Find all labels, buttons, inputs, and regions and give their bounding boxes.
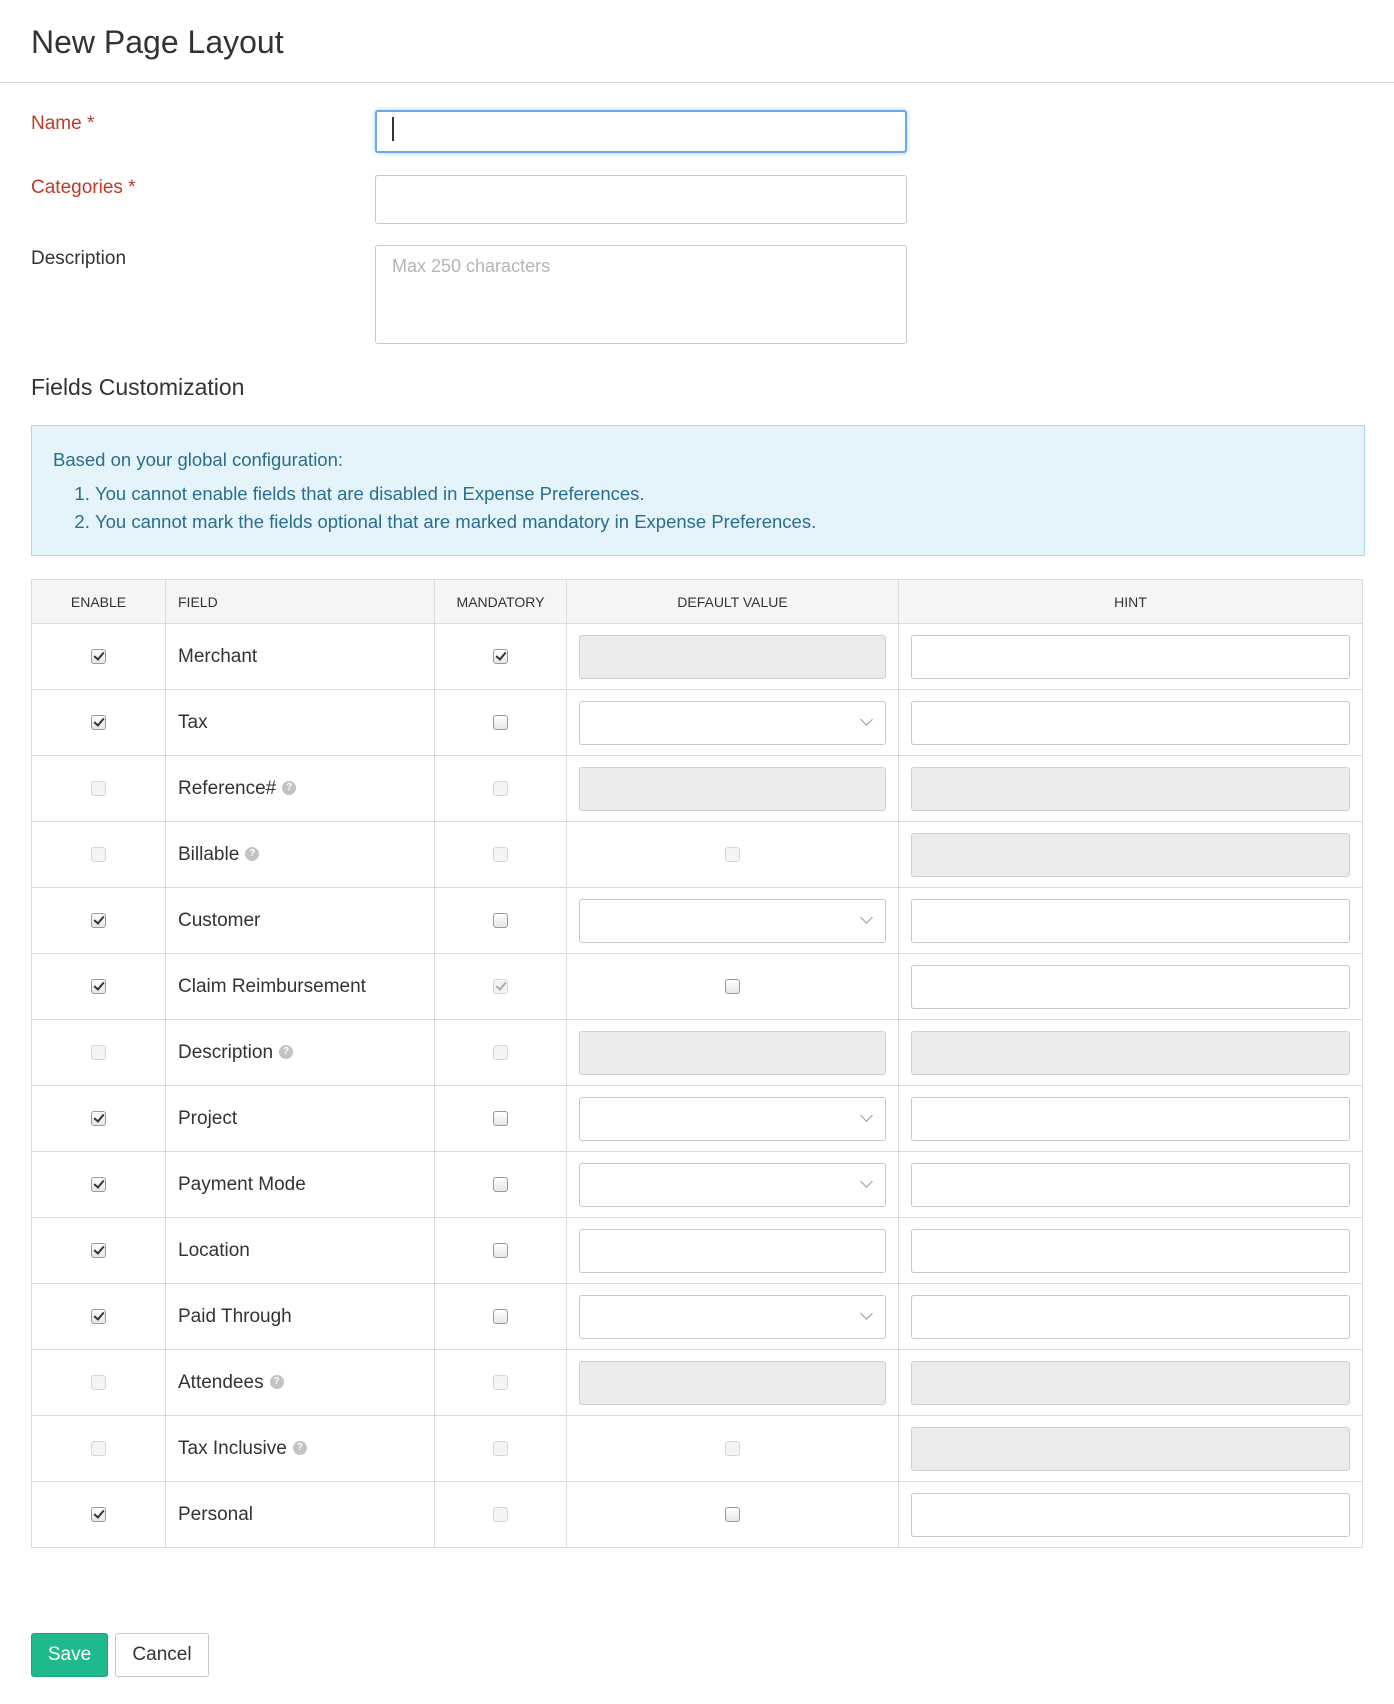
column-header-default-value: DEFAULT VALUE [567, 580, 899, 624]
enable-cell [32, 1482, 166, 1548]
field-name: Claim Reimbursement [178, 975, 366, 997]
hint-cell [899, 822, 1363, 888]
mandatory-cell [435, 1152, 567, 1218]
column-header-hint: HINT [899, 580, 1363, 624]
default-value-cell [567, 1152, 899, 1218]
default-value-cell [567, 690, 899, 756]
enable-checkbox[interactable] [91, 1507, 106, 1522]
enable-checkbox [91, 1375, 106, 1390]
field-cell [166, 624, 435, 690]
table-row [32, 756, 1363, 822]
help-icon[interactable]: ? [282, 781, 296, 795]
table-row [32, 1020, 1363, 1086]
hint-cell [899, 1350, 1363, 1416]
hint-input[interactable] [911, 1493, 1350, 1537]
categories-input[interactable] [375, 175, 907, 224]
mandatory-checkbox [493, 1045, 508, 1060]
default-value-select[interactable] [579, 899, 886, 943]
mandatory-checkbox [493, 781, 508, 796]
enable-checkbox [91, 1045, 106, 1060]
enable-cell [32, 624, 166, 690]
mandatory-cell [435, 822, 567, 888]
field-name: Billable [178, 843, 240, 865]
field-cell [166, 1284, 435, 1350]
mandatory-cell [435, 1218, 567, 1284]
field-name: Customer [178, 909, 261, 931]
chevron-down-icon [860, 1175, 873, 1188]
default-value-select[interactable] [579, 1295, 886, 1339]
info-item: 2. You cannot mark the fields optional that are marked mandatory in Expense Preferences. [95, 508, 1343, 536]
table-row [32, 1218, 1363, 1284]
fields-table [31, 579, 1363, 1548]
mandatory-checkbox[interactable] [493, 1243, 508, 1258]
default-value-checkbox[interactable] [725, 1507, 740, 1522]
enable-checkbox[interactable] [91, 1111, 106, 1126]
hint-cell [899, 1218, 1363, 1284]
mandatory-cell [435, 1086, 567, 1152]
field-name: Description [178, 1041, 274, 1063]
default-value-select[interactable] [579, 701, 886, 745]
field-name: Tax [178, 711, 208, 733]
field-cell [166, 1482, 435, 1548]
enable-cell [32, 1086, 166, 1152]
default-value-cell [567, 822, 899, 888]
default-value-cell [567, 888, 899, 954]
help-icon[interactable]: ? [279, 1045, 293, 1059]
field-name: Personal [178, 1503, 253, 1525]
mandatory-cell [435, 624, 567, 690]
column-header-mandatory: MANDATORY [435, 580, 567, 624]
help-icon[interactable]: ? [270, 1375, 284, 1389]
categories-label: Categories * [31, 177, 136, 198]
hint-input[interactable] [911, 965, 1350, 1009]
field-cell [166, 822, 435, 888]
default-value-checkbox[interactable] [725, 979, 740, 994]
mandatory-checkbox[interactable] [493, 649, 508, 664]
enable-checkbox[interactable] [91, 1243, 106, 1258]
page-header [0, 0, 1394, 83]
hint-cell [899, 1284, 1363, 1350]
column-header-field: FIELD [166, 580, 435, 624]
default-value-checkbox [725, 847, 740, 862]
mandatory-cell [435, 1416, 567, 1482]
default-value-select[interactable] [579, 1097, 886, 1141]
hint-cell [899, 624, 1363, 690]
enable-checkbox[interactable] [91, 649, 106, 664]
default-value-cell [567, 1416, 899, 1482]
default-value-input [579, 767, 886, 811]
field-name: Payment Mode [178, 1173, 306, 1195]
mandatory-checkbox[interactable] [493, 715, 508, 730]
hint-input[interactable] [911, 1229, 1350, 1273]
table-row [32, 822, 1363, 888]
field-name: Paid Through [178, 1305, 292, 1327]
mandatory-cell [435, 1020, 567, 1086]
table-row [32, 1482, 1363, 1548]
help-icon[interactable]: ? [245, 847, 259, 861]
default-value-select[interactable] [579, 1163, 886, 1207]
default-value-input[interactable] [579, 1229, 886, 1273]
enable-cell [32, 954, 166, 1020]
mandatory-checkbox [493, 1507, 508, 1522]
info-item: 1. You cannot enable fields that are disabled in Expense Preferences. [95, 480, 1343, 508]
mandatory-cell [435, 690, 567, 756]
field-cell [166, 954, 435, 1020]
fields-customization-title: Fields Customization [31, 374, 245, 400]
info-list [53, 480, 1343, 536]
enable-checkbox[interactable] [91, 1177, 106, 1192]
default-value-cell [567, 954, 899, 1020]
table-row [32, 1416, 1363, 1482]
field-cell [166, 1416, 435, 1482]
hint-input [911, 833, 1350, 877]
mandatory-checkbox [493, 1441, 508, 1456]
enable-checkbox[interactable] [91, 979, 106, 994]
hint-cell [899, 690, 1363, 756]
mandatory-checkbox[interactable] [493, 1177, 508, 1192]
enable-cell [32, 1218, 166, 1284]
hint-cell [899, 1416, 1363, 1482]
hint-cell [899, 1482, 1363, 1548]
mandatory-cell [435, 756, 567, 822]
enable-cell [32, 1284, 166, 1350]
default-value-cell [567, 624, 899, 690]
hint-input[interactable] [911, 1097, 1350, 1141]
enable-checkbox [91, 1441, 106, 1456]
enable-cell [32, 690, 166, 756]
field-cell [166, 1152, 435, 1218]
default-value-cell [567, 1086, 899, 1152]
default-value-cell [567, 1482, 899, 1548]
default-value-cell [567, 1350, 899, 1416]
field-name: Project [178, 1107, 238, 1129]
default-value-checkbox [725, 1441, 740, 1456]
table-row [32, 624, 1363, 690]
mandatory-cell [435, 888, 567, 954]
description-label: Description [31, 248, 127, 269]
enable-cell [32, 822, 166, 888]
column-header-enable: ENABLE [32, 580, 166, 624]
mandatory-checkbox[interactable] [493, 1111, 508, 1126]
mandatory-checkbox [493, 979, 508, 994]
default-value-cell [567, 1284, 899, 1350]
hint-cell [899, 888, 1363, 954]
mandatory-cell [435, 1284, 567, 1350]
field-name: Reference# [178, 777, 277, 799]
page-title: New Page Layout [31, 24, 284, 60]
table-row [32, 1284, 1363, 1350]
field-name: Location [178, 1239, 250, 1261]
hint-cell [899, 1152, 1363, 1218]
default-value-cell [567, 1218, 899, 1284]
enable-cell [32, 888, 166, 954]
table-header-row [32, 580, 1363, 624]
field-cell [166, 756, 435, 822]
enable-checkbox[interactable] [91, 715, 106, 730]
mandatory-checkbox [493, 847, 508, 862]
hint-input [911, 1031, 1350, 1075]
mandatory-cell [435, 954, 567, 1020]
enable-checkbox[interactable] [91, 1309, 106, 1324]
hint-input[interactable] [911, 701, 1350, 745]
chevron-down-icon [860, 1307, 873, 1320]
chevron-down-icon [860, 1109, 873, 1122]
enable-cell [32, 1350, 166, 1416]
table-row [32, 888, 1363, 954]
hint-cell [899, 756, 1363, 822]
default-value-input [579, 1361, 886, 1405]
info-alert [31, 425, 1365, 556]
table-row [32, 1086, 1363, 1152]
enable-checkbox[interactable] [91, 913, 106, 928]
field-cell [166, 1218, 435, 1284]
hint-cell [899, 1020, 1363, 1086]
field-cell [166, 1086, 435, 1152]
name-input[interactable] [375, 110, 907, 153]
mandatory-checkbox [493, 1375, 508, 1390]
name-label: Name * [31, 113, 95, 134]
enable-cell [32, 1152, 166, 1218]
save-button[interactable]: Save [31, 1633, 108, 1677]
table-row [32, 1350, 1363, 1416]
info-intro: Based on your global configuration: [53, 449, 344, 470]
enable-cell [32, 1416, 166, 1482]
field-cell [166, 888, 435, 954]
hint-input [911, 767, 1350, 811]
enable-cell [32, 756, 166, 822]
enable-cell [32, 1020, 166, 1086]
hint-input[interactable] [911, 635, 1350, 679]
field-cell [166, 690, 435, 756]
chevron-down-icon [860, 911, 873, 924]
hint-input[interactable] [911, 1295, 1350, 1339]
text-caret [392, 117, 394, 141]
enable-checkbox [91, 781, 106, 796]
mandatory-checkbox[interactable] [493, 1309, 508, 1324]
field-cell [166, 1020, 435, 1086]
enable-checkbox [91, 847, 106, 862]
mandatory-checkbox[interactable] [493, 913, 508, 928]
hint-input [911, 1361, 1350, 1405]
default-value-cell [567, 756, 899, 822]
default-value-input [579, 1031, 886, 1075]
chevron-down-icon [860, 713, 873, 726]
mandatory-cell [435, 1482, 567, 1548]
hint-input[interactable] [911, 899, 1350, 943]
help-icon[interactable]: ? [293, 1441, 307, 1455]
cancel-button[interactable]: Cancel [115, 1633, 209, 1677]
table-row [32, 690, 1363, 756]
description-textarea[interactable] [375, 245, 907, 344]
hint-input[interactable] [911, 1163, 1350, 1207]
table-row [32, 954, 1363, 1020]
field-name: Merchant [178, 645, 258, 667]
default-value-input [579, 635, 886, 679]
default-value-cell [567, 1020, 899, 1086]
hint-input [911, 1427, 1350, 1471]
table-row [32, 1152, 1363, 1218]
field-name: Tax Inclusive [178, 1437, 287, 1459]
field-cell [166, 1350, 435, 1416]
hint-cell [899, 1086, 1363, 1152]
field-name: Attendees [178, 1371, 264, 1393]
hint-cell [899, 954, 1363, 1020]
mandatory-cell [435, 1350, 567, 1416]
